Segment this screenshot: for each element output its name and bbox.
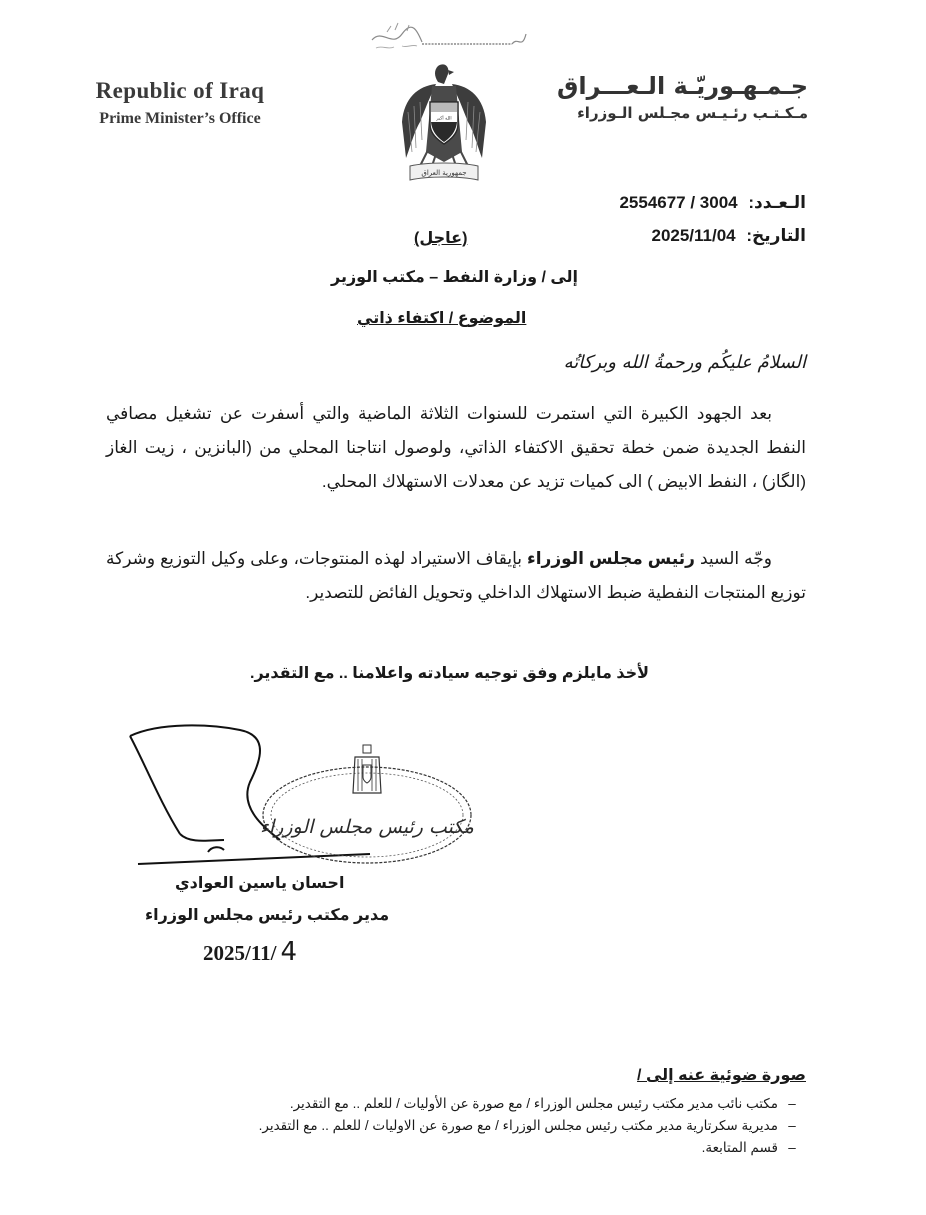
body-paragraph-2-bold: رئيس مجلس الوزراء <box>527 549 695 568</box>
signature-date <box>203 937 297 967</box>
greeting: السلامُ عليكُم ورحمةُ الله وبركاتُه <box>563 352 806 373</box>
iraq-eagle-emblem-icon <box>398 62 490 184</box>
body-paragraph-2-start: وجّه السيد <box>700 549 772 568</box>
copies-title: صورة ضوئية عنه إلى / <box>637 1067 806 1084</box>
arabic-letterhead <box>548 72 808 122</box>
copies-list-item <box>206 1115 806 1137</box>
emblem-caption: جمهورية العراق <box>421 169 467 177</box>
signature-date-handwritten: 4 <box>280 937 298 967</box>
signature-date-printed: 2025/11/ <box>203 941 277 965</box>
official-stamp <box>255 735 480 870</box>
copies-list <box>206 1093 806 1159</box>
reference-number <box>619 193 806 213</box>
svg-text:الله أكبر: الله أكبر <box>436 116 452 122</box>
signer-title: مدير مكتب رئيس مجلس الوزراء <box>145 907 390 924</box>
bullet-dash: – <box>788 1118 796 1133</box>
bullet-dash: – <box>788 1096 796 1111</box>
body-paragraph-2 <box>106 542 806 610</box>
reference-number-label: الـعـدد: <box>748 193 806 212</box>
addressee: إلى / وزارة النفط – مكتب الوزير <box>331 269 579 286</box>
copies-list-item <box>206 1137 806 1159</box>
basmala-calligraphy <box>362 20 532 54</box>
bullet-dash: – <box>788 1140 796 1155</box>
body-paragraph-1 <box>106 397 806 499</box>
body-paragraph-1-text: بعد الجهود الكبيرة التي استمرت للسنوات الثلاثة الماضية والتي أسفرت عن تشغيل مصافي النفط الجديدة ضمن خطة تحقيق الاكتفاء الذاتي، ولوصول انتاجنا المحلي من (البانزين ، زيت الغاز (الگاز) ، النفط الابيض ) الى كميات تزيد عن معدلات الاستهلاك المحلي. <box>106 404 806 491</box>
copies-item-text: قسم المتابعة. <box>701 1140 778 1155</box>
copies-item-text: مكتب نائب مدير مكتب رئيس مجلس الوزراء / مع صورة عن الأوليات / للعلم .. مع التقدير. <box>289 1096 778 1111</box>
letterhead-office: Prime Minister’s Office <box>99 110 261 127</box>
signer-name: احسان ياسين العوادي <box>175 875 345 892</box>
reference-number-value: 2554677 / 3004 <box>619 193 738 212</box>
letterhead-country-ar: جـمـهـوريّـة الـعـــراق <box>556 72 808 100</box>
letterhead-office-ar: مـكـتـب رئـيـس مجـلس الـوزراء <box>577 104 808 122</box>
body-paragraph-2-end: بإيقاف الاستيراد لهذه المنتوجات، وعلى وكيل التوزيع وشركة توزيع المنتجات النفطية ضبط الاستهلاك الداخلي وتحويل الفائض للتصدير. <box>106 549 806 602</box>
urgent-label: (عاجل) <box>414 230 468 247</box>
copies-list-item <box>206 1093 806 1115</box>
reference-date-label: التاريخ: <box>746 226 806 245</box>
english-letterhead <box>70 78 290 128</box>
copies-item-text: مديرية سكرتارية مدير مكتب رئيس مجلس الوزراء / مع صورة عن الاوليات / للعلم .. مع التقدير. <box>258 1118 778 1133</box>
stamp-text: مكتب رئيس مجلس الوزراء <box>259 816 475 838</box>
reference-date <box>651 226 806 246</box>
subject: الموضوع / اكتفاء ذاتي <box>357 310 527 327</box>
reference-date-value: 2025/11/04 <box>651 226 736 245</box>
closing-line: لأخذ مايلزم وفق توجيه سيادته واعلامنا .. مع التقدير. <box>250 665 650 682</box>
letterhead-country: Republic of Iraq <box>95 78 265 103</box>
